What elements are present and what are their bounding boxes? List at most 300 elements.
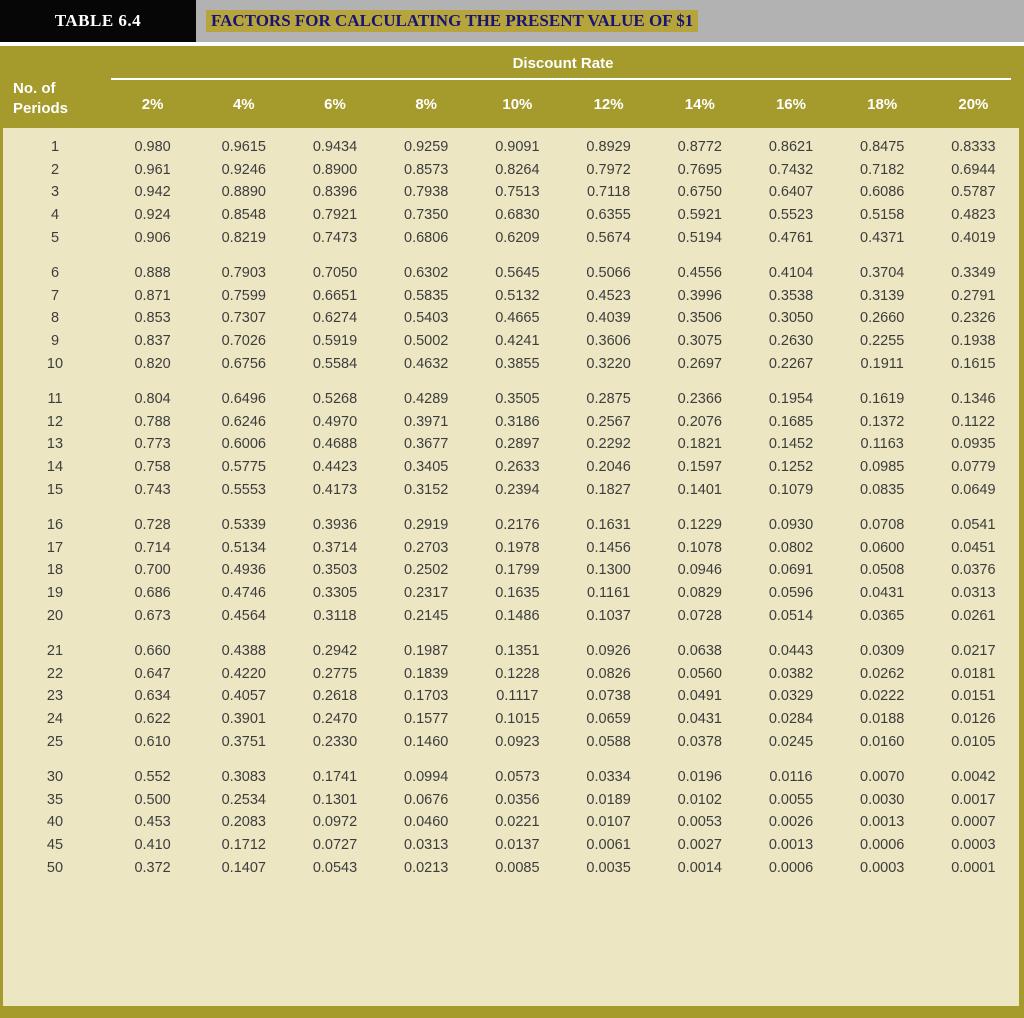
value-cell: 0.888 (134, 265, 171, 282)
value-cell: 0.4057 (221, 688, 266, 705)
value-cell: 0.8890 (221, 184, 266, 201)
value-cell: 0.0007 (951, 814, 996, 831)
table-row (3, 181, 1019, 204)
value-cell: 0.0378 (677, 733, 722, 750)
value-cell: 0.871 (134, 287, 171, 304)
value-cell: 0.0376 (951, 562, 996, 579)
table-row (3, 159, 1019, 182)
value-cell: 0.1301 (312, 791, 358, 808)
value-cell: 0.0017 (951, 791, 996, 808)
value-cell: 0.0070 (860, 769, 905, 786)
value-cell: 0.4970 (312, 413, 358, 430)
value-cell: 0.3677 (404, 436, 449, 453)
value-cell: 0.1407 (221, 859, 266, 876)
value-cell: 0.9246 (221, 161, 266, 178)
value-cell: 0.0013 (768, 836, 814, 853)
value-cell: 0.0573 (495, 769, 540, 786)
value-cell: 0.924 (134, 207, 171, 224)
value-cell: 0.8929 (586, 139, 631, 156)
value-cell: 0.1079 (768, 481, 814, 498)
value-cell: 0.0261 (951, 607, 996, 624)
period-cell: 12 (46, 413, 64, 430)
value-cell: 0.4746 (221, 584, 266, 601)
column-header: 20% (958, 95, 989, 113)
value-cell: 0.1685 (768, 413, 814, 430)
value-cell: 0.4241 (495, 333, 540, 350)
value-cell: 0.980 (134, 139, 171, 156)
value-cell: 0.2502 (404, 562, 449, 579)
value-cell: 0.0738 (586, 688, 631, 705)
value-cell: 0.3349 (951, 265, 996, 282)
value-cell: 0.5919 (312, 333, 358, 350)
value-cell: 0.728 (134, 517, 171, 534)
table-row (3, 559, 1019, 582)
period-cell: 24 (46, 710, 64, 727)
value-cell: 0.3186 (495, 413, 540, 430)
value-cell: 0.4019 (951, 229, 996, 246)
value-cell: 0.0151 (951, 688, 996, 705)
value-cell: 0.4289 (404, 391, 449, 408)
value-cell: 0.7903 (221, 265, 266, 282)
value-cell: 0.961 (134, 161, 171, 178)
value-cell: 0.0222 (860, 688, 905, 705)
value-cell: 0.788 (134, 413, 171, 430)
value-cell: 0.5134 (221, 539, 266, 556)
value-cell: 0.3714 (312, 539, 358, 556)
row-group (3, 514, 1019, 627)
value-cell: 0.6006 (221, 436, 266, 453)
value-cell: 0.1252 (768, 459, 814, 476)
value-cell: 0.5523 (768, 207, 814, 224)
value-cell: 0.0329 (768, 688, 814, 705)
value-cell: 0.0451 (951, 539, 996, 556)
value-cell: 0.1460 (404, 733, 449, 750)
period-cell: 50 (46, 859, 64, 876)
value-cell: 0.0588 (586, 733, 631, 750)
value-cell: 0.0334 (586, 769, 631, 786)
column-header: 2% (141, 95, 164, 113)
value-cell: 0.2366 (677, 391, 722, 408)
value-cell: 0.1346 (951, 391, 996, 408)
value-cell: 0.1615 (951, 355, 996, 372)
value-cell: 0.9091 (495, 139, 540, 156)
period-cell: 30 (46, 769, 64, 786)
value-cell: 0.5194 (677, 229, 722, 246)
value-cell: 0.0006 (860, 836, 905, 853)
value-cell: 0.1351 (495, 643, 540, 660)
value-cell: 0.7921 (312, 207, 358, 224)
value-cell: 0.0708 (860, 517, 905, 534)
value-cell: 0.673 (134, 607, 171, 624)
value-cell: 0.0365 (860, 607, 905, 624)
value-cell: 0.0728 (677, 607, 722, 624)
period-cell: 17 (46, 539, 64, 556)
value-cell: 0.0014 (677, 859, 722, 876)
value-cell: 0.0102 (677, 791, 722, 808)
value-cell: 0.6651 (312, 287, 358, 304)
value-cell: 0.7513 (495, 184, 540, 201)
value-cell: 0.634 (134, 688, 171, 705)
period-cell: 22 (46, 665, 64, 682)
value-cell: 0.0560 (677, 665, 722, 682)
value-cell: 0.0460 (404, 814, 449, 831)
value-cell: 0.647 (134, 665, 171, 682)
value-cell: 0.1452 (768, 436, 814, 453)
value-cell: 0.8219 (221, 229, 266, 246)
value-cell: 0.622 (134, 710, 171, 727)
value-cell: 0.0309 (860, 643, 905, 660)
value-cell: 0.453 (134, 814, 171, 831)
value-cell: 0.6750 (677, 184, 722, 201)
page-title: FACTORS FOR CALCULATING THE PRESENT VALUE OF $1 (206, 10, 698, 32)
value-cell: 0.0659 (586, 710, 631, 727)
value-cell: 0.2919 (404, 517, 449, 534)
value-cell: 0.0217 (951, 643, 996, 660)
value-cell: 0.1938 (951, 333, 996, 350)
value-cell: 0.0541 (951, 517, 996, 534)
value-cell: 0.1015 (495, 710, 540, 727)
value-cell: 0.500 (134, 791, 171, 808)
value-cell: 0.7350 (404, 207, 449, 224)
value-cell: 0.2633 (495, 459, 540, 476)
value-cell: 0.1161 (586, 584, 631, 601)
column-header: 12% (593, 95, 624, 113)
value-cell: 0.410 (134, 836, 171, 853)
column-header: 10% (502, 95, 533, 113)
row-group (3, 388, 1019, 501)
value-cell: 0.0779 (951, 459, 996, 476)
period-cell: 7 (50, 287, 60, 304)
value-cell: 0.1954 (768, 391, 814, 408)
value-cell: 0.0923 (495, 733, 540, 750)
value-cell: 0.9434 (312, 139, 358, 156)
value-cell: 0.7182 (860, 161, 905, 178)
period-cell: 20 (46, 607, 64, 624)
table-row (3, 262, 1019, 285)
present-value-table (0, 46, 1024, 1018)
value-cell: 0.7972 (586, 161, 631, 178)
value-cell: 0.2618 (312, 688, 358, 705)
value-cell: 0.1911 (860, 355, 904, 372)
value-cell: 0.4665 (495, 310, 540, 327)
rate-column-headers (107, 80, 1019, 128)
value-cell: 0.7695 (677, 161, 722, 178)
value-cell: 0.5787 (951, 184, 996, 201)
value-cell: 0.4564 (221, 607, 266, 624)
period-cell: 35 (46, 791, 64, 808)
value-cell: 0.0649 (951, 481, 996, 498)
value-cell: 0.2176 (495, 517, 540, 534)
value-cell: 0.2630 (768, 333, 814, 350)
value-cell: 0.0985 (860, 459, 905, 476)
value-cell: 0.1300 (586, 562, 631, 579)
value-cell: 0.2317 (404, 584, 449, 601)
value-cell: 0.8621 (768, 139, 814, 156)
value-cell: 0.8264 (495, 161, 540, 178)
value-cell: 0.0994 (404, 769, 449, 786)
value-cell: 0.4936 (221, 562, 266, 579)
value-cell: 0.0013 (860, 814, 905, 831)
table-row (3, 204, 1019, 227)
value-cell: 0.4220 (221, 665, 266, 682)
value-cell: 0.0826 (586, 665, 631, 682)
table-row (3, 307, 1019, 330)
period-cell: 10 (46, 355, 64, 372)
value-cell: 0.0802 (768, 539, 814, 556)
value-cell: 0.1229 (677, 517, 722, 534)
value-cell: 0.0003 (951, 836, 996, 853)
table-row (3, 388, 1019, 411)
value-cell: 0.758 (134, 459, 171, 476)
value-cell: 0.3538 (768, 287, 814, 304)
table-row (3, 708, 1019, 731)
value-cell: 0.8475 (860, 139, 905, 156)
value-cell: 0.5403 (404, 310, 449, 327)
value-cell: 0.1372 (860, 413, 905, 430)
period-cell: 8 (50, 310, 60, 327)
value-cell: 0.6944 (951, 161, 996, 178)
value-cell: 0.1486 (495, 607, 540, 624)
value-cell: 0.4523 (586, 287, 631, 304)
value-cell: 0.5132 (495, 287, 540, 304)
value-cell: 0.714 (134, 539, 171, 556)
value-cell: 0.0676 (404, 791, 449, 808)
value-cell: 0.4423 (312, 459, 358, 476)
value-cell: 0.1597 (677, 459, 722, 476)
table-row (3, 582, 1019, 605)
period-cell: 18 (46, 562, 64, 579)
value-cell: 0.6756 (221, 355, 266, 372)
value-cell: 0.0946 (677, 562, 722, 579)
period-cell: 40 (46, 814, 64, 831)
value-cell: 0.0835 (860, 481, 905, 498)
value-cell: 0.3083 (221, 769, 266, 786)
value-cell: 0.4761 (768, 229, 814, 246)
value-cell: 0.8396 (312, 184, 358, 201)
value-cell: 0.4039 (586, 310, 631, 327)
value-cell: 0.1839 (404, 665, 449, 682)
value-cell: 0.7050 (312, 265, 358, 282)
value-cell: 0.5775 (221, 459, 266, 476)
value-cell: 0.2534 (221, 791, 266, 808)
value-cell: 0.942 (134, 184, 171, 201)
value-cell: 0.0085 (495, 859, 540, 876)
value-cell: 0.5066 (586, 265, 631, 282)
value-cell: 0.1037 (586, 607, 631, 624)
value-cell: 0.3506 (677, 310, 722, 327)
value-cell: 0.0262 (860, 665, 905, 682)
table-row (3, 352, 1019, 375)
value-cell: 0.2470 (312, 710, 358, 727)
value-cell: 0.1577 (404, 710, 449, 727)
period-cell: 23 (46, 688, 64, 705)
value-cell: 0.0284 (768, 710, 814, 727)
value-cell: 0.3139 (860, 287, 905, 304)
period-cell: 11 (47, 391, 63, 408)
value-cell: 0.5674 (586, 229, 631, 246)
value-cell: 0.3855 (495, 355, 540, 372)
value-cell: 0.2567 (586, 413, 631, 430)
value-cell: 0.1987 (404, 643, 449, 660)
value-cell: 0.1228 (495, 665, 540, 682)
value-cell: 0.0107 (586, 814, 631, 831)
value-cell: 0.3050 (768, 310, 814, 327)
column-header: 16% (775, 95, 806, 113)
value-cell: 0.2083 (221, 814, 266, 831)
value-cell: 0.0042 (951, 769, 996, 786)
period-cell: 1 (50, 139, 60, 156)
value-cell: 0.4632 (404, 355, 449, 372)
period-cell: 6 (50, 265, 60, 282)
value-cell: 0.7118 (586, 184, 631, 201)
value-cell: 0.773 (134, 436, 171, 453)
value-cell: 0.0508 (860, 562, 905, 579)
value-cell: 0.4388 (221, 643, 266, 660)
value-cell: 0.0596 (768, 584, 814, 601)
value-cell: 0.6407 (768, 184, 814, 201)
value-cell: 0.5553 (221, 481, 266, 498)
value-cell: 0.0003 (860, 859, 905, 876)
table-row (3, 285, 1019, 308)
table-row (3, 411, 1019, 434)
value-cell: 0.0030 (860, 791, 905, 808)
value-cell: 0.3305 (312, 584, 358, 601)
row-group (3, 640, 1019, 753)
value-cell: 0.5339 (221, 517, 266, 534)
value-cell: 0.3606 (586, 333, 631, 350)
value-cell: 0.5268 (312, 391, 358, 408)
value-cell: 0.0245 (768, 733, 814, 750)
discount-rate-header-area (107, 46, 1019, 128)
value-cell: 0.6246 (221, 413, 266, 430)
period-cell: 16 (46, 517, 64, 534)
value-cell: 0.1703 (404, 688, 449, 705)
value-cell: 0.8772 (677, 139, 722, 156)
value-cell: 0.9615 (221, 139, 266, 156)
period-cell: 13 (46, 436, 64, 453)
value-cell: 0.0188 (860, 710, 905, 727)
value-cell: 0.5835 (404, 287, 449, 304)
value-cell: 0.7307 (221, 310, 266, 327)
value-cell: 0.5002 (404, 333, 449, 350)
value-cell: 0.2875 (586, 391, 631, 408)
value-cell: 0.4104 (768, 265, 814, 282)
discount-rate-header: Discount Rate (512, 55, 614, 72)
value-cell: 0.0926 (586, 643, 631, 660)
value-cell: 0.0431 (677, 710, 722, 727)
value-cell: 0.3704 (860, 265, 905, 282)
value-cell: 0.1799 (495, 562, 540, 579)
value-cell: 0.0638 (677, 643, 722, 660)
value-cell: 0.820 (134, 355, 171, 372)
value-cell: 0.1401 (677, 481, 722, 498)
value-cell: 0.2326 (951, 310, 996, 327)
value-cell: 0.0006 (768, 859, 814, 876)
value-cell: 0.5158 (860, 207, 905, 224)
periods-label-line2: Periods (13, 99, 69, 117)
table-row (3, 604, 1019, 627)
table-row (3, 788, 1019, 811)
value-cell: 0.0116 (769, 769, 813, 786)
value-cell: 0.2076 (677, 413, 722, 430)
value-cell: 0.2697 (677, 355, 722, 372)
value-cell: 0.3405 (404, 459, 449, 476)
value-cell: 0.3118 (313, 607, 357, 624)
table-number-text: TABLE 6.4 (54, 11, 142, 30)
value-cell: 0.1631 (586, 517, 631, 534)
value-cell: 0.2267 (768, 355, 814, 372)
value-cell: 0.0972 (312, 814, 358, 831)
value-cell: 0.4556 (677, 265, 722, 282)
value-cell: 0.0160 (860, 733, 905, 750)
value-cell: 0.3152 (404, 481, 449, 498)
row-group (3, 136, 1019, 249)
table-row (3, 685, 1019, 708)
value-cell: 0.8900 (312, 161, 358, 178)
value-cell: 0.743 (134, 481, 171, 498)
table-row (3, 537, 1019, 560)
value-cell: 0.0431 (860, 584, 905, 601)
periods-label-line1: No. of (13, 80, 56, 97)
value-cell: 0.660 (134, 643, 171, 660)
value-cell: 0.0930 (768, 517, 814, 534)
value-cell: 0.6830 (495, 207, 540, 224)
period-cell: 14 (46, 459, 64, 476)
value-cell: 0.686 (134, 584, 171, 601)
value-cell: 0.0061 (586, 836, 631, 853)
value-cell: 0.7026 (221, 333, 266, 350)
value-cell: 0.1456 (586, 539, 631, 556)
value-cell: 0.2330 (312, 733, 358, 750)
value-cell: 0.3075 (677, 333, 722, 350)
period-cell: 45 (46, 836, 64, 853)
value-cell: 0.0382 (768, 665, 814, 682)
value-cell: 0.0001 (951, 859, 996, 876)
bottom-border-strip (3, 1006, 1019, 1018)
value-cell: 0.0126 (951, 710, 996, 727)
value-cell: 0.2942 (312, 643, 358, 660)
value-cell: 0.2255 (860, 333, 905, 350)
caption-bar (0, 0, 1024, 42)
column-header: 4% (232, 95, 255, 113)
row-group (3, 766, 1019, 879)
period-cell: 4 (50, 207, 60, 224)
value-cell: 0.1821 (677, 436, 722, 453)
value-cell: 0.6806 (404, 229, 449, 246)
period-cell: 19 (46, 584, 64, 601)
value-cell: 0.853 (134, 310, 171, 327)
table-row (3, 330, 1019, 353)
value-cell: 0.610 (134, 733, 171, 750)
value-cell: 0.6209 (495, 229, 540, 246)
value-cell: 0.0196 (677, 769, 722, 786)
value-cell: 0.0213 (404, 859, 449, 876)
value-cell: 0.0514 (768, 607, 814, 624)
value-cell: 0.1619 (860, 391, 905, 408)
value-cell: 0.0189 (586, 791, 631, 808)
value-cell: 0.7473 (312, 229, 358, 246)
value-cell: 0.2046 (586, 459, 631, 476)
value-cell: 0.4173 (312, 481, 358, 498)
value-cell: 0.2145 (404, 607, 449, 624)
value-cell: 0.5584 (312, 355, 358, 372)
value-cell: 0.0543 (312, 859, 358, 876)
table-header (3, 46, 1019, 128)
value-cell: 0.552 (134, 769, 171, 786)
value-cell: 0.1117 (496, 688, 539, 705)
table-body (3, 128, 1019, 1006)
value-cell: 0.6086 (860, 184, 905, 201)
